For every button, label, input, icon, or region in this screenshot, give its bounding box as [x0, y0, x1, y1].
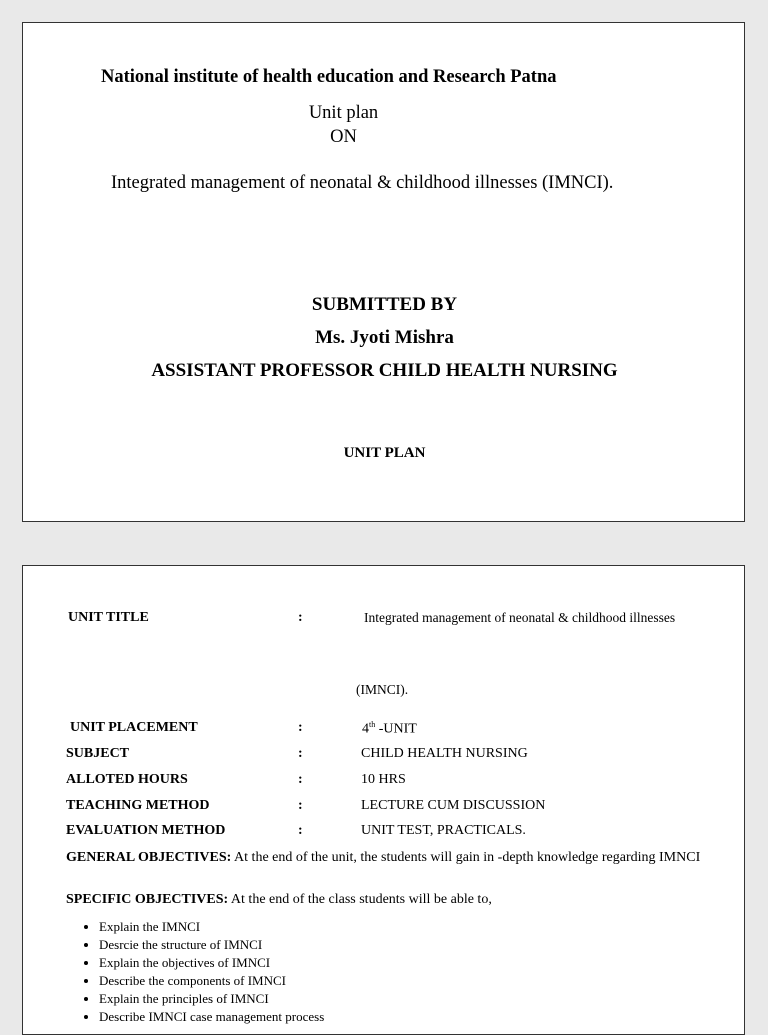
list-item: • Desrcie the structure of IMNCI — [99, 936, 324, 954]
unit-plan-heading: UNIT PLAN — [343, 445, 426, 461]
colon: : — [298, 798, 303, 813]
general-objectives: GENERAL OBJECTIVES: At the end of the unit, the students will gain in -depth knowledge regarding IMNCI — [66, 850, 701, 865]
list-item: • Explain the objectives of IMNCI — [99, 954, 324, 972]
list-item: • Describe the components of IMNCI — [99, 972, 324, 990]
unit-title-continuation: (IMNCI). — [356, 682, 409, 697]
teaching-method-value: LECTURE CUM DISCUSSION — [361, 798, 546, 813]
institute-name: National institute of health education and Research Patna — [101, 67, 557, 87]
colon: : — [298, 610, 303, 625]
list-item: • Explain the principles of IMNCI — [99, 990, 324, 1008]
subject-value: CHILD HEALTH NURSING — [361, 746, 528, 761]
on-caption: ON — [330, 127, 357, 147]
cover-page — [22, 22, 745, 522]
unit-title-value: Integrated management of neonatal & childhood illnesses — [364, 610, 676, 625]
list-item: • Explain the IMNCI — [99, 918, 324, 936]
objectives-list — [81, 918, 324, 1026]
unit-placement-label: UNIT PLACEMENT — [70, 720, 198, 735]
details-page — [22, 565, 745, 1035]
colon: : — [298, 772, 303, 787]
evaluation-method-value: UNIT TEST, PRACTICALS. — [361, 823, 526, 838]
submitted-by-heading: SUBMITTED BY — [311, 294, 458, 315]
alloted-hours-label: ALLOTED HOURS — [66, 772, 188, 787]
teaching-method-label: TEACHING METHOD — [66, 798, 210, 813]
author-name: Ms. Jyoti Mishra — [315, 327, 454, 348]
colon: : — [298, 746, 303, 761]
unit-placement-value: 4th -UNIT — [362, 720, 417, 737]
colon: : — [298, 720, 303, 735]
evaluation-method-label: EVALUATION METHOD — [66, 823, 226, 838]
unit-plan-caption: Unit plan — [308, 103, 379, 123]
specific-objectives: SPECIFIC OBJECTIVES: At the end of the class students will be able to, — [66, 892, 492, 907]
topic-title: Integrated management of neonatal & childhood illnesses (IMNCI). — [111, 173, 614, 193]
unit-title-label: UNIT TITLE — [68, 610, 149, 625]
list-item: • Describe IMNCI case management process — [99, 1008, 324, 1026]
colon: : — [298, 823, 303, 838]
alloted-hours-value: 10 HRS — [361, 772, 406, 787]
author-designation: ASSISTANT PROFESSOR CHILD HEALTH NURSING — [151, 360, 618, 381]
subject-label: SUBJECT — [66, 746, 130, 761]
